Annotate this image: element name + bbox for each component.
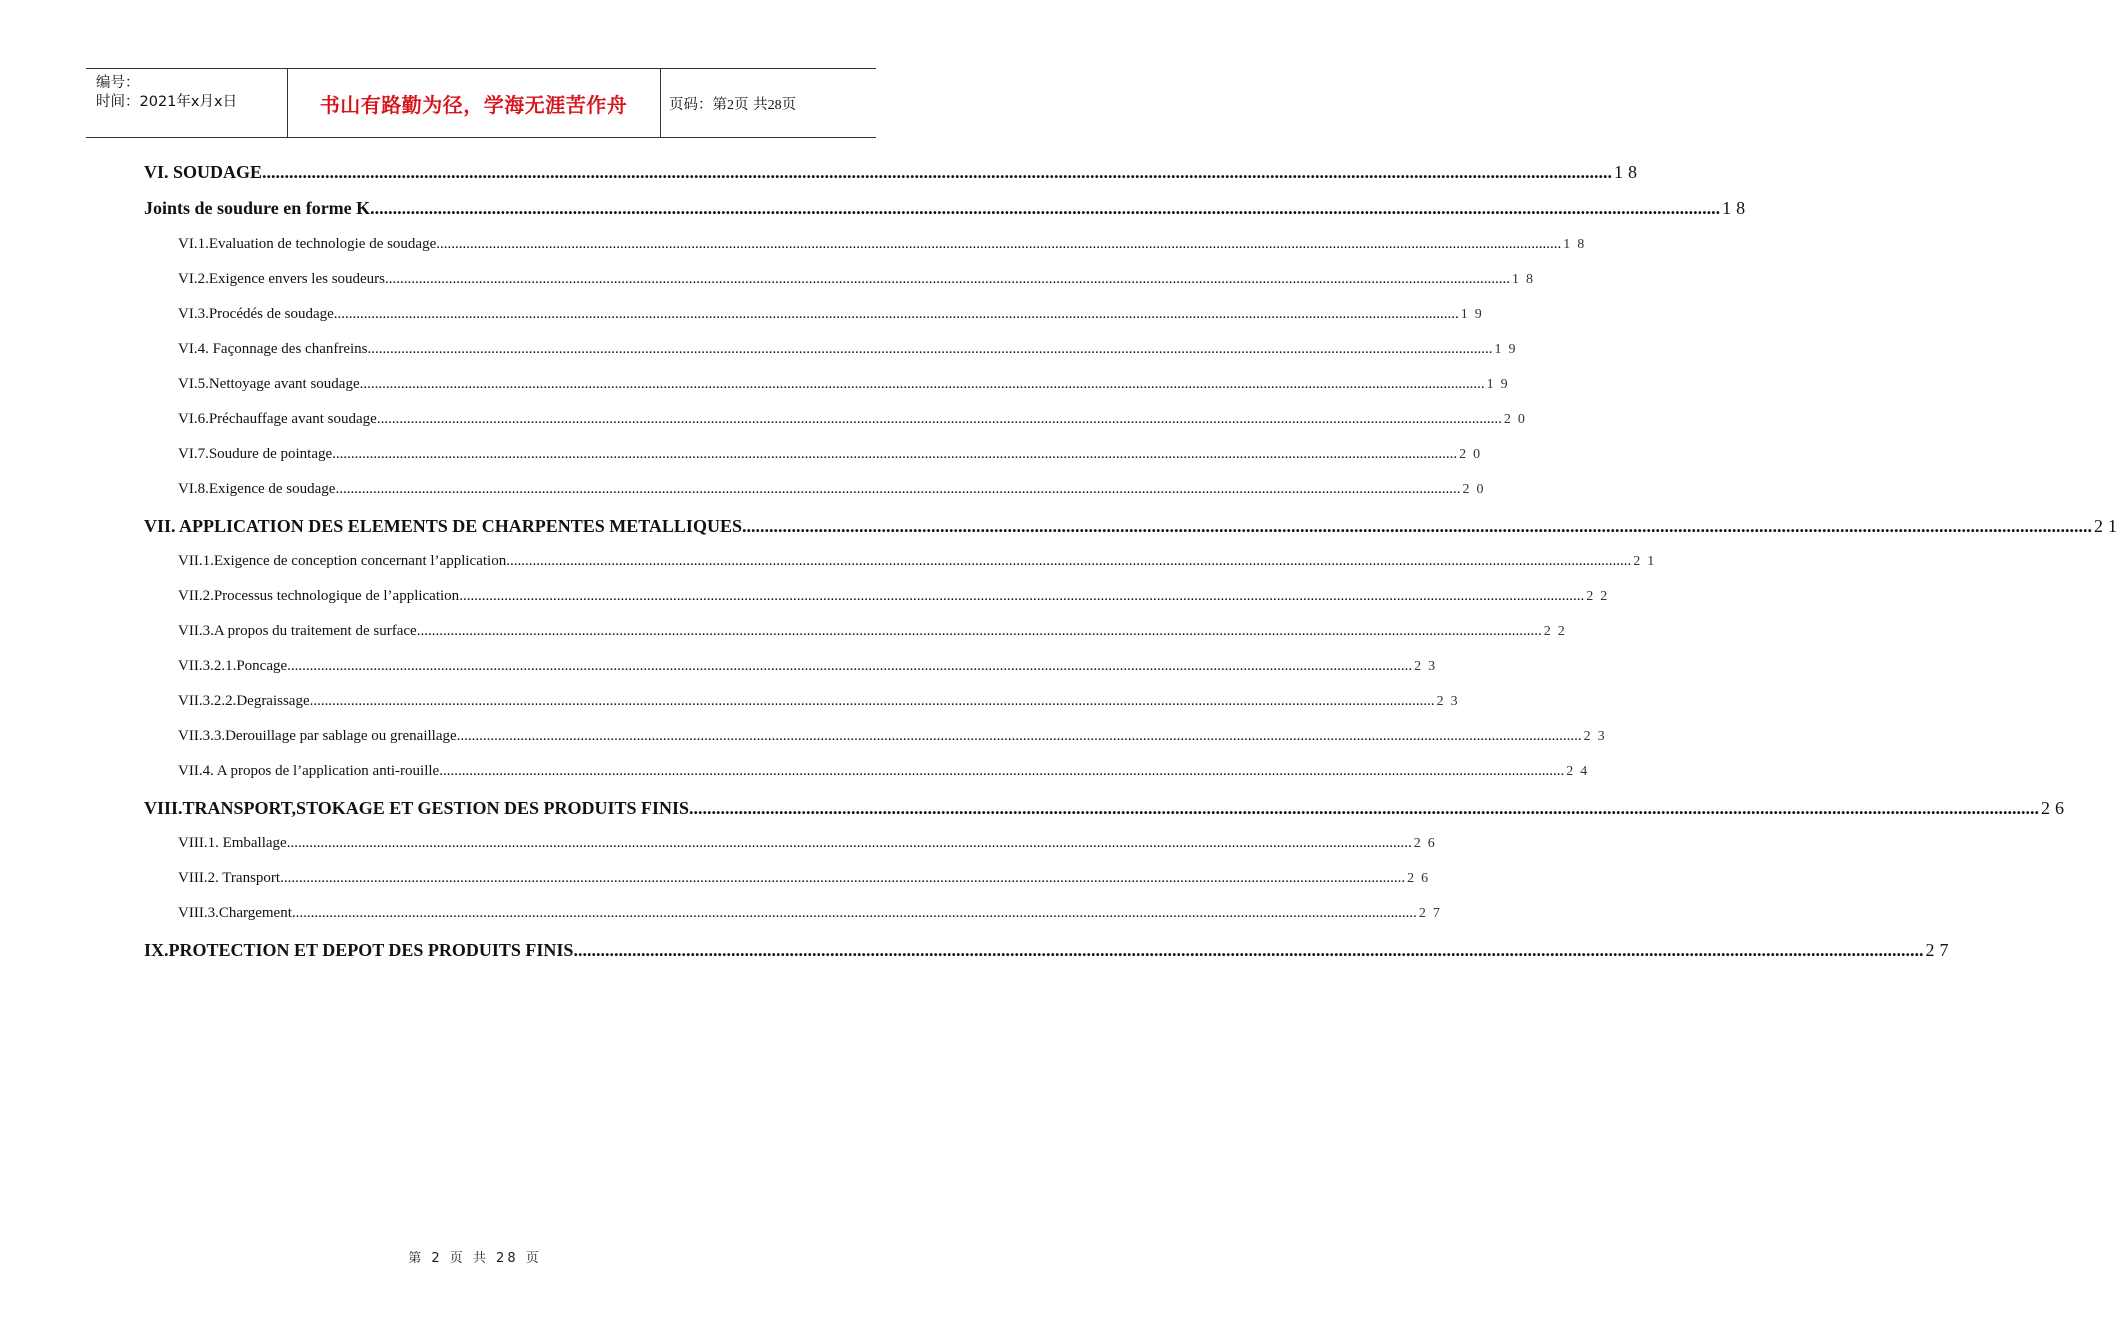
toc-entry-title: VI.4. Façonnage des chanfreins: [178, 341, 368, 357]
toc-entry-page: 26: [1407, 871, 1436, 886]
toc-entry-page: 23: [1414, 659, 1443, 674]
toc-entry[interactable]: [144, 940, 1954, 961]
toc-leader-dots: ............................................................................................................................................................................................................................................................................................................: [573, 940, 1924, 960]
toc-entry-title: VIII.3.Chargement: [178, 905, 292, 921]
toc-entry-title: VII.3.2.2.Degraissage: [178, 693, 310, 709]
toc-entry[interactable]: [178, 376, 1515, 393]
toc-leader-dots: ............................................................................................................................................................................................................................................................................................................: [280, 870, 1406, 886]
toc-entry-title: VIII.1. Emballage: [178, 835, 287, 851]
header-left-cell: [86, 69, 288, 137]
toc-entry[interactable]: [178, 236, 1592, 253]
toc-entry-title: VI.3.Procédés de soudage: [178, 306, 334, 322]
toc-entry-page: 24: [1566, 764, 1595, 779]
toc-entry[interactable]: [178, 905, 1447, 922]
toc-leader-dots: ............................................................................................................................................................................................................................................................................................................: [287, 658, 1413, 674]
page-suffix: 页: [781, 96, 797, 113]
toc-entry-page: 20: [1459, 447, 1488, 462]
toc-entry-title: VI.5.Nettoyage avant soudage: [178, 376, 360, 392]
toc-entry-title: VI.1.Evaluation de technologie de soudage: [178, 236, 437, 252]
toc-entry-page: 22: [1586, 589, 1615, 604]
toc-entry-title: VI.2.Exigence envers les soudeurs: [178, 271, 386, 287]
page-mid: 页 共: [734, 96, 768, 113]
toc-entry-page: 26: [1413, 836, 1442, 851]
toc-leader-dots: ............................................................................................................................................................................................................................................................................................................: [456, 728, 1582, 744]
toc-entry-title: VIII.TRANSPORT,STOKAGE ET GESTION DES PRODUITS FINIS: [144, 798, 690, 818]
toc-leader-dots: ............................................................................................................................................................................................................................................................................................................: [286, 835, 1412, 851]
toc-entry[interactable]: [178, 763, 1595, 780]
toc-entry-page: 18: [1722, 198, 1751, 218]
toc-entry-title: IX.PROTECTION ET DEPOT DES PRODUITS FINIS: [144, 940, 574, 960]
toc-entry-page: 21: [2093, 516, 2122, 536]
toc-entry-page: 23: [1583, 729, 1612, 744]
toc-leader-dots: ............................................................................................................................................................................................................................................................................................................: [689, 798, 2040, 818]
toc-entry-title: VI.6.Préchauffage avant soudage: [178, 411, 377, 427]
toc-leader-dots: ............................................................................................................................................................................................................................................................................................................: [385, 271, 1511, 287]
toc-entry-page: 19: [1494, 342, 1523, 357]
toc-entry-title: VI.8.Exigence de soudage: [178, 481, 336, 497]
toc-entry-page: 18: [1512, 272, 1541, 287]
toc-entry[interactable]: [178, 693, 1465, 710]
toc-entry-page: 18: [1563, 237, 1592, 252]
toc-leader-dots: ............................................................................................................................................................................................................................................................................................................: [416, 623, 1542, 639]
page-current: 2: [727, 97, 734, 113]
toc-leader-dots: ............................................................................................................................................................................................................................................................................................................: [309, 693, 1435, 709]
toc-entry[interactable]: [178, 481, 1491, 498]
toc-entry-page: 22: [1543, 624, 1572, 639]
toc-entry[interactable]: [178, 588, 1615, 605]
toc-leader-dots: ............................................................................................................................................................................................................................................................................................................: [370, 198, 1721, 218]
toc-leader-dots: ............................................................................................................................................................................................................................................................................................................: [262, 162, 1613, 182]
toc-entry[interactable]: [144, 516, 2122, 537]
toc-entry[interactable]: [178, 870, 1436, 887]
toc-entry-page: 19: [1486, 377, 1515, 392]
toc-entry-page: 19: [1460, 307, 1489, 322]
toc-leader-dots: ............................................................................................................................................................................................................................................................................................................: [335, 481, 1461, 497]
toc-entry-title: VII.4. A propos de l’application anti-rouille: [178, 763, 440, 779]
toc-entry-title: VI.7.Soudure de pointage: [178, 446, 333, 462]
toc-leader-dots: ............................................................................................................................................................................................................................................................................................................: [741, 516, 2092, 536]
toc-leader-dots: ............................................................................................................................................................................................................................................................................................................: [436, 236, 1562, 252]
toc-entry-page: 26: [2041, 798, 2070, 818]
toc-leader-dots: ............................................................................................................................................................................................................................................................................................................: [439, 763, 1565, 779]
toc-entry[interactable]: [144, 162, 1643, 183]
toc-leader-dots: ............................................................................................................................................................................................................................................................................................................: [367, 341, 1493, 357]
toc-entry-title: VI. SOUDAGE: [144, 162, 263, 182]
toc-entry-page: 27: [1418, 906, 1447, 921]
toc-entry[interactable]: [178, 728, 1612, 745]
toc-entry[interactable]: [178, 835, 1442, 852]
page-footer: 第 2 页 共 28 页: [408, 1251, 542, 1266]
toc-entry[interactable]: [144, 798, 2070, 819]
toc-entry-page: 23: [1436, 694, 1465, 709]
toc-leader-dots: ............................................................................................................................................................................................................................................................................................................: [376, 411, 1502, 427]
toc-leader-dots: ............................................................................................................................................................................................................................................................................................................: [291, 905, 1417, 921]
toc-entry-title: VII.3.A propos du traitement de surface: [178, 623, 417, 639]
toc-entry-title: VII.2.Processus technologique de l’application: [178, 588, 460, 604]
page-header: [86, 68, 876, 138]
toc-leader-dots: ............................................................................................................................................................................................................................................................................................................: [359, 376, 1485, 392]
toc-leader-dots: ............................................................................................................................................................................................................................................................................................................: [459, 588, 1585, 604]
toc-entry-page: 20: [1462, 482, 1491, 497]
header-motto-cell: [287, 69, 661, 137]
toc-entry-title: VII. APPLICATION DES ELEMENTS DE CHARPENTES METALLIQUES: [144, 516, 742, 536]
toc-entry-page: 21: [1633, 554, 1662, 569]
toc-entry-title: VII.3.3.Derouillage par sablage ou grenaillage: [178, 728, 457, 744]
toc-entry[interactable]: [178, 411, 1532, 428]
toc-leader-dots: ............................................................................................................................................................................................................................................................................................................: [332, 446, 1458, 462]
toc-entry-title: Joints de soudure en forme K: [144, 198, 371, 218]
toc-entry[interactable]: [178, 623, 1572, 640]
header-page-info: [669, 93, 796, 114]
document-number-label: 编号：: [96, 75, 140, 91]
toc-entry-title: VIII.2. Transport: [178, 870, 281, 886]
toc-entry-title: VII.3.2.1.Poncage: [178, 658, 288, 674]
page-total: 28: [767, 97, 782, 113]
toc-entry[interactable]: [178, 271, 1541, 288]
toc-entry[interactable]: [178, 446, 1488, 463]
document-time-label: 时间：2021年x月x日: [96, 94, 238, 110]
header-page-cell: [661, 69, 876, 137]
toc-entry-title: VII.1.Exigence de conception concernant l’application: [178, 553, 507, 569]
page-prefix: 页码：第: [669, 96, 727, 113]
toc-entry[interactable]: [144, 198, 1751, 219]
toc-entry[interactable]: [178, 553, 1662, 570]
toc-entry[interactable]: [178, 306, 1489, 323]
toc-entry[interactable]: [178, 658, 1443, 675]
toc-leader-dots: ............................................................................................................................................................................................................................................................................................................: [506, 553, 1632, 569]
toc-entry-page: 20: [1503, 412, 1532, 427]
toc-entry-page: 27: [1925, 940, 1954, 960]
toc-entry[interactable]: [178, 341, 1523, 358]
header-motto: 书山有路勤为径，学海无涯苦作舟: [319, 92, 628, 117]
toc-entry-page: 18: [1614, 162, 1643, 182]
toc-leader-dots: ............................................................................................................................................................................................................................................................................................................: [333, 306, 1459, 322]
